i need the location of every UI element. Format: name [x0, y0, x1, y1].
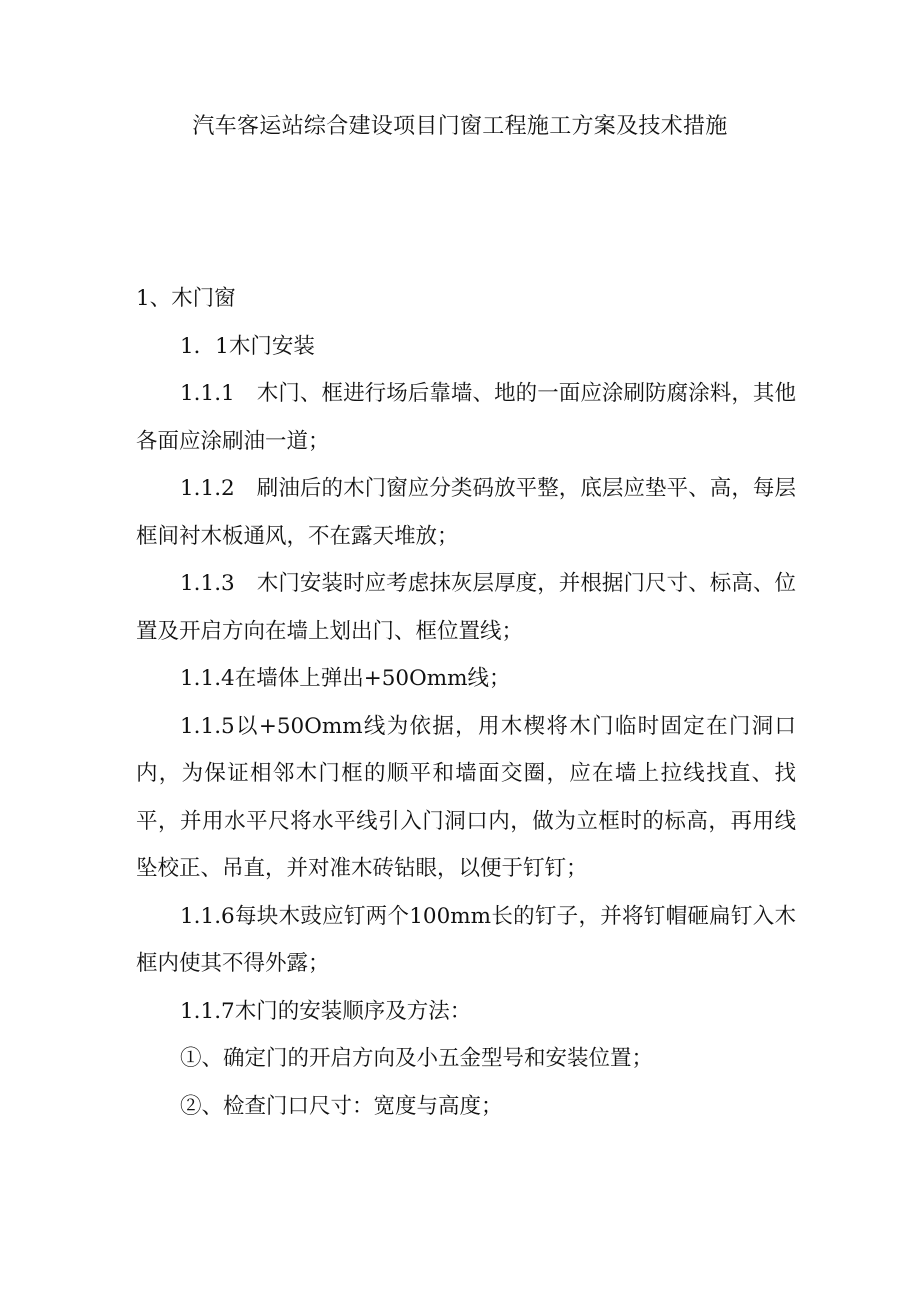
document-body [136, 275, 796, 1130]
clause-text: 刷油后的木门窗应分类码放平整，底层应垫平、高，每层框间衬木板通风，不在露天堆放； [136, 476, 796, 549]
clause-number: 1.1.3 [180, 571, 235, 596]
clause-1-1-1 [136, 370, 796, 465]
clause-1-1-6 [136, 893, 796, 988]
clause-1-1-4 [136, 655, 796, 703]
section-heading-text: 1、木门窗 [136, 286, 236, 311]
clause-number: 1.1.2 [180, 476, 235, 501]
step-text: ②、检查门口尺寸：宽度与高度； [180, 1093, 503, 1119]
step-1 [136, 1035, 796, 1083]
clause-number: 1.1.1 [180, 381, 235, 406]
clause-text: 1.1.4在墙体上弹出+50Omm线； [180, 666, 511, 691]
clause-text: 1.1.5以+50Omm线为依据，用木楔将木门临时固定在门洞口内，为保证相邻木门框的顺平和墙面交圈，应在墙上拉线找直、找平，并用水平尺将水平线引入门洞口内，做为立框时的标高，再用线坠校正、吊直，并对准木砖钻眼，以便于钉钉； [136, 713, 796, 881]
clause-text: 木门安装时应考虑抹灰层厚度，并根据门尺寸、标高、位置及开启方向在墙上划出门、框位置线； [136, 571, 796, 644]
clause-text: 1.1.7木门的安装顺序及方法： [180, 998, 472, 1024]
clause-1-1-5 [136, 703, 796, 893]
clause-text: 木门、框进行场后靠墙、地的一面应涂刷防腐涂料，其他各面应涂刷油一道； [136, 381, 796, 454]
clause-1-1-3 [136, 560, 796, 655]
subsection-heading [136, 323, 796, 371]
section-heading [136, 275, 796, 323]
clause-text: 1.1.6每块木豉应钉两个100mm长的钉子，并将钉帽砸扁钉入木框内使其不得外露； [136, 903, 796, 976]
clause-1-1-2 [136, 465, 796, 560]
step-text: ①、确定门的开启方向及小五金型号和安装位置； [180, 1046, 654, 1071]
document-title: 汽车客运站综合建设项目门窗工程施工方案及技术措施 [192, 114, 728, 139]
clause-1-1-7 [136, 988, 796, 1036]
step-2 [136, 1083, 796, 1131]
subsection-heading-text: 1．1木门安装 [180, 333, 315, 359]
